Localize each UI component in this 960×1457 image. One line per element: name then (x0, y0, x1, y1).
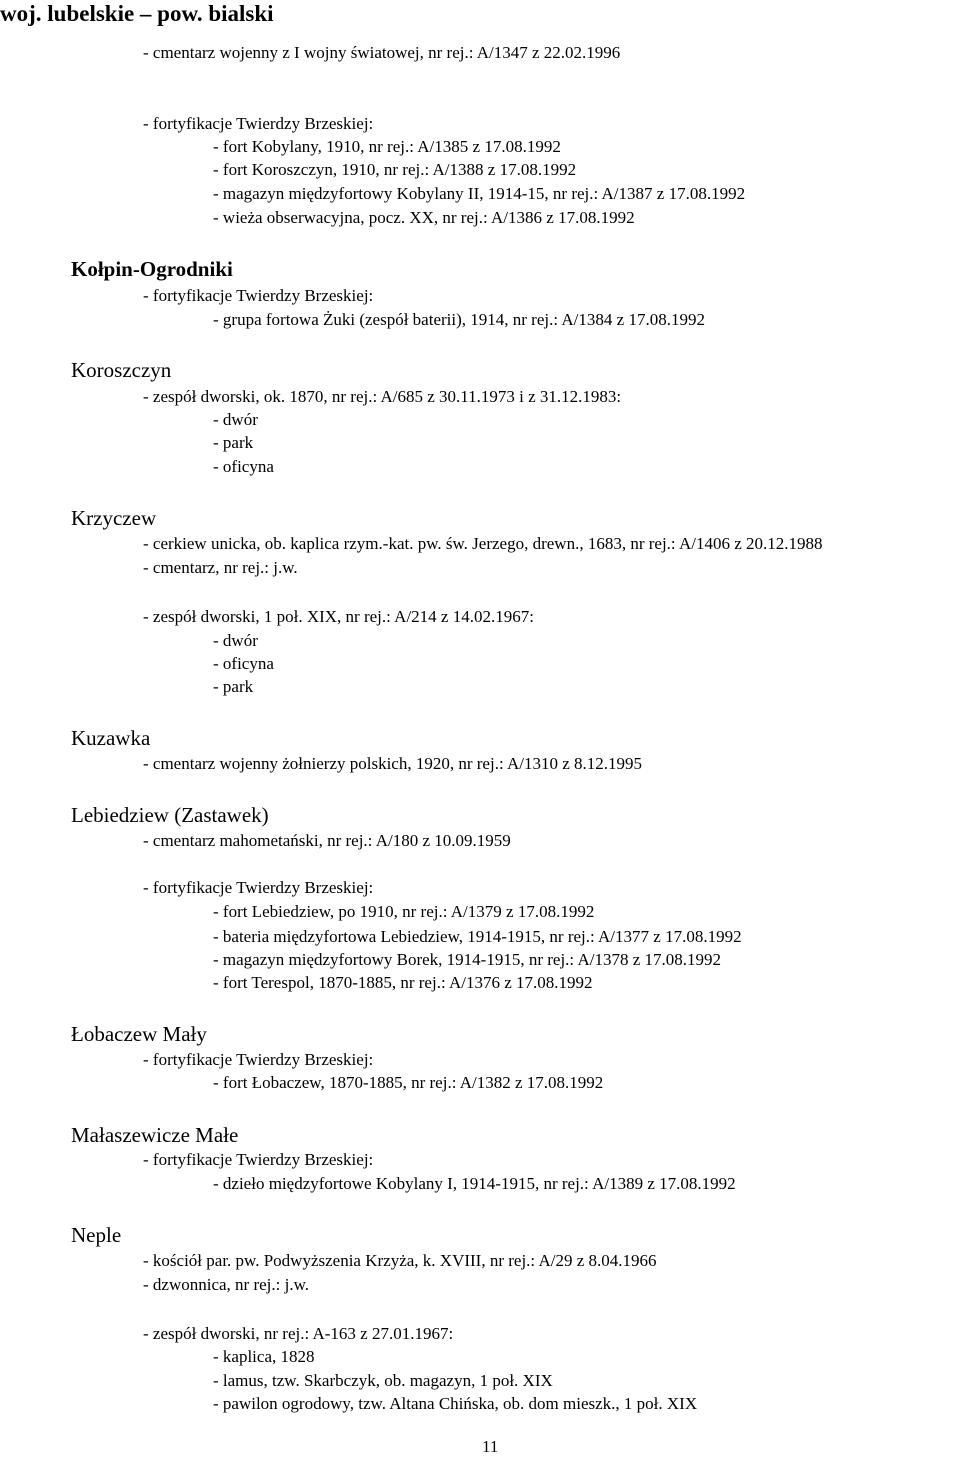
sub-entry: - fort Kobylany, 1910, nr rej.: A/1385 z 17.08.1992 (213, 137, 561, 156)
locality-heading: Neple (71, 1223, 122, 1247)
locality-heading: Krzyczew (71, 506, 157, 530)
entry-line: - cmentarz wojenny z I wojny światowej, nr rej.: A/1347 z 22.02.1996 (143, 43, 621, 62)
locality-heading: Kołpin-Ogrodniki (71, 257, 233, 281)
sub-entry: - fort Lebiedziew, po 1910, nr rej.: A/1379 z 17.08.1992 (213, 902, 595, 921)
sub-entry: - park (213, 677, 254, 696)
locality-heading: Lebiedziew (Zastawek) (71, 803, 269, 827)
entry-line: - cerkiew unicka, ob. kaplica rzym.-kat. pw. św. Jerzego, drewn., 1683, nr rej.: A/1406 z 20.12.1988 (143, 534, 823, 553)
sub-entry: - kaplica, 1828 (213, 1347, 315, 1366)
entry-line: - fortyfikacje Twierdzy Brzeskiej: (143, 114, 374, 133)
sub-entry: - pawilon ogrodowy, tzw. Altana Chińska, ob. dom mieszk., 1 poł. XIX (213, 1394, 698, 1413)
entry-line: - cmentarz, nr rej.: j.w. (143, 558, 298, 577)
locality-heading: Małaszewicze Małe (71, 1123, 239, 1147)
sub-entry: - park (213, 433, 254, 452)
entry-line: - fortyfikacje Twierdzy Brzeskiej: (143, 878, 374, 897)
entry-line: - fortyfikacje Twierdzy Brzeskiej: (143, 1150, 374, 1169)
sub-entry: - dwór (213, 410, 258, 429)
locality-heading: Koroszczyn (71, 358, 172, 382)
entry-line: - cmentarz mahometański, nr rej.: A/180 z 10.09.1959 (143, 831, 511, 850)
locality-heading: Łobaczew Mały (71, 1022, 207, 1046)
entry-line: - dzwonnica, nr rej.: j.w. (143, 1275, 310, 1294)
sub-entry: - grupa fortowa Żuki (zespół baterii), 1914, nr rej.: A/1384 z 17.08.1992 (213, 310, 705, 329)
sub-entry: - magazyn międzyfortowy Kobylany II, 1914-15, nr rej.: A/1387 z 17.08.1992 (213, 184, 746, 203)
page-header: woj. lubelskie – pow. bialski (0, 1, 274, 26)
sub-entry: - bateria międzyfortowa Lebiedziew, 1914-1915, nr rej.: A/1377 z 17.08.1992 (213, 927, 742, 946)
entry-line: - zespół dworski, nr rej.: A-163 z 27.01.1967: (143, 1324, 454, 1343)
sub-entry: - oficyna (213, 654, 274, 673)
locality-heading: Kuzawka (71, 726, 151, 750)
sub-entry: - dwór (213, 631, 258, 650)
entry-line: - fortyfikacje Twierdzy Brzeskiej: (143, 1050, 374, 1069)
sub-entry: - oficyna (213, 457, 274, 476)
sub-entry: - dzieło międzyfortowe Kobylany I, 1914-1915, nr rej.: A/1389 z 17.08.1992 (213, 1174, 736, 1193)
entry-line: - zespół dworski, 1 poł. XIX, nr rej.: A/214 z 14.02.1967: (143, 607, 534, 626)
entry-line: - zespół dworski, ok. 1870, nr rej.: A/685 z 30.11.1973 i z 31.12.1983: (143, 387, 622, 406)
entry-line: - kościół par. pw. Podwyższenia Krzyża, k. XVIII, nr rej.: A/29 z 8.04.1966 (143, 1251, 657, 1270)
entry-line: - fortyfikacje Twierdzy Brzeskiej: (143, 286, 374, 305)
sub-entry: - wieża obserwacyjna, pocz. XX, nr rej.: A/1386 z 17.08.1992 (213, 208, 635, 227)
sub-entry: - lamus, tzw. Skarbczyk, ob. magazyn, 1 poł. XIX (213, 1371, 553, 1390)
page-number: 11 (482, 1437, 499, 1456)
sub-entry: - fort Terespol, 1870-1885, nr rej.: A/1376 z 17.08.1992 (213, 973, 593, 992)
sub-entry: - fort Łobaczew, 1870-1885, nr rej.: A/1382 z 17.08.1992 (213, 1073, 604, 1092)
sub-entry: - magazyn międzyfortowy Borek, 1914-1915, nr rej.: A/1378 z 17.08.1992 (213, 950, 722, 969)
entry-line: - cmentarz wojenny żołnierzy polskich, 1920, nr rej.: A/1310 z 8.12.1995 (143, 754, 643, 773)
sub-entry: - fort Koroszczyn, 1910, nr rej.: A/1388 z 17.08.1992 (213, 160, 577, 179)
